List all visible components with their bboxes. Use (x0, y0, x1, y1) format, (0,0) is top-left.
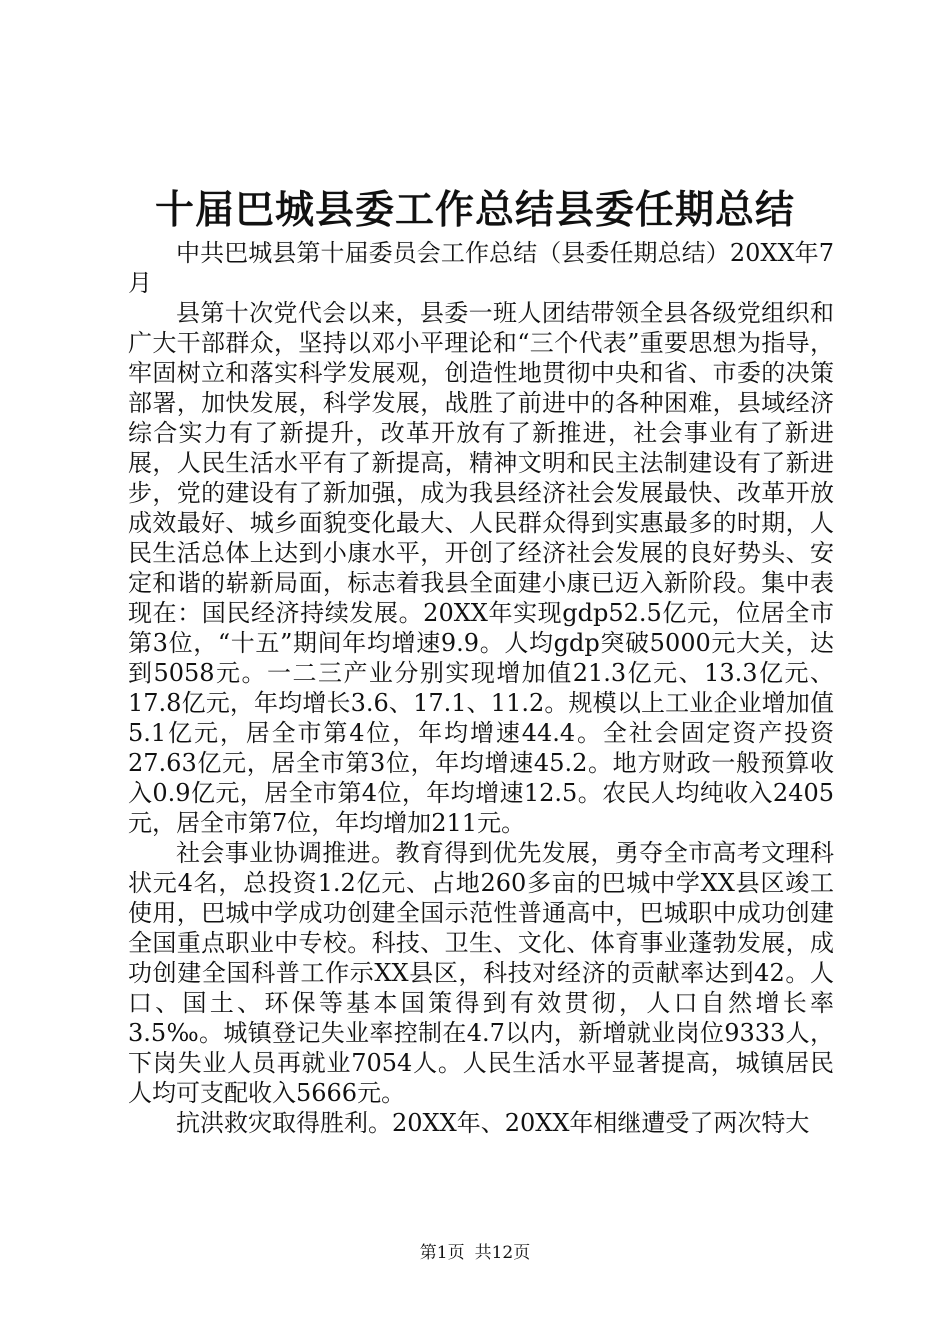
page-number: 第1页 (419, 1243, 465, 1263)
document-title: 十届巴城县委工作总结县委任期总结 (154, 187, 795, 233)
paragraph-social: 社会事业协调推进。教育得到优先发展，勇夺全市高考文理科状元4名，总投资1.2亿元、占地260多亩的巴城中学XX县区竣工使用，巴城中学成功创建全国示范性普通高中，巴城职中成功创建全国重点职业中专校。科技、卫生、文化、体育事业蓬勃发展，成功创建全国科普工作示XX县区，科技对经济的贡献率达到42。人口、国土、环保等基本国策得到有效贯彻，人口自然增长率3.5‰。城镇登记失业率控制在4.7以内，新增就业岗位9333人，下岗失业人员再就业7054人。人民生活水平显著提高，城镇居民人均可支配收入5666元。 (128, 839, 834, 1107)
page-footer (0, 1242, 950, 1264)
paragraph-intro: 中共巴城县第十届委员会工作总结（县委任期总结）20XX年7月 (128, 239, 834, 297)
page-total: 共12页 (474, 1243, 531, 1263)
document-body (128, 238, 834, 1138)
paragraph-economy: 县第十次党代会以来，县委一班人团结带领全县各级党组织和广大干部群众，坚持以邓小平理论和“三个代表”重要思想为指导，牢固树立和落实科学发展观，创造性地贯彻中央和省、市委的决策部署，加快发展，科学发展，战胜了前进中的各种困难，县域经济综合实力有了新提升，改革开放有了新推进，社会事业有了新进展，人民生活水平有了新提高，精神文明和民主法制建设有了新进步，党的建设有了新加强，成为我县经济社会发展最快、改革开放成效最好、城乡面貌变化最大、人民群众得到实惠最多的时期，人民生活总体上达到小康水平，开创了经济社会发展的良好势头、安定和谐的崭新局面，标志着我县全面建小康已迈入新阶段。集中表现在：国民经济持续发展。20XX年实现gdp52.5亿元，位居全市第3位，“十五”期间年均增速9.9。人均gdp突破5000元大关，达到5058元。一二三产业分别实现增加值21.3亿元、13.3亿元、17.8亿元，年均增长3.6、17.1、11.2。规模以上工业企业增加值5.1亿元，居全市第4位，年均增速44.4。全社会固定资产投资27.63亿元，居全市第3位，年均增速45.2。地方财政一般预算收入0.9亿元，居全市第4位，年均增速12.5。农民人均纯收入2405元，居全市第7位，年均增加211元。 (128, 299, 834, 837)
paragraph-flood: 抗洪救灾取得胜利。20XX年、20XX年相继遭受了两次特大 (176, 1109, 810, 1137)
